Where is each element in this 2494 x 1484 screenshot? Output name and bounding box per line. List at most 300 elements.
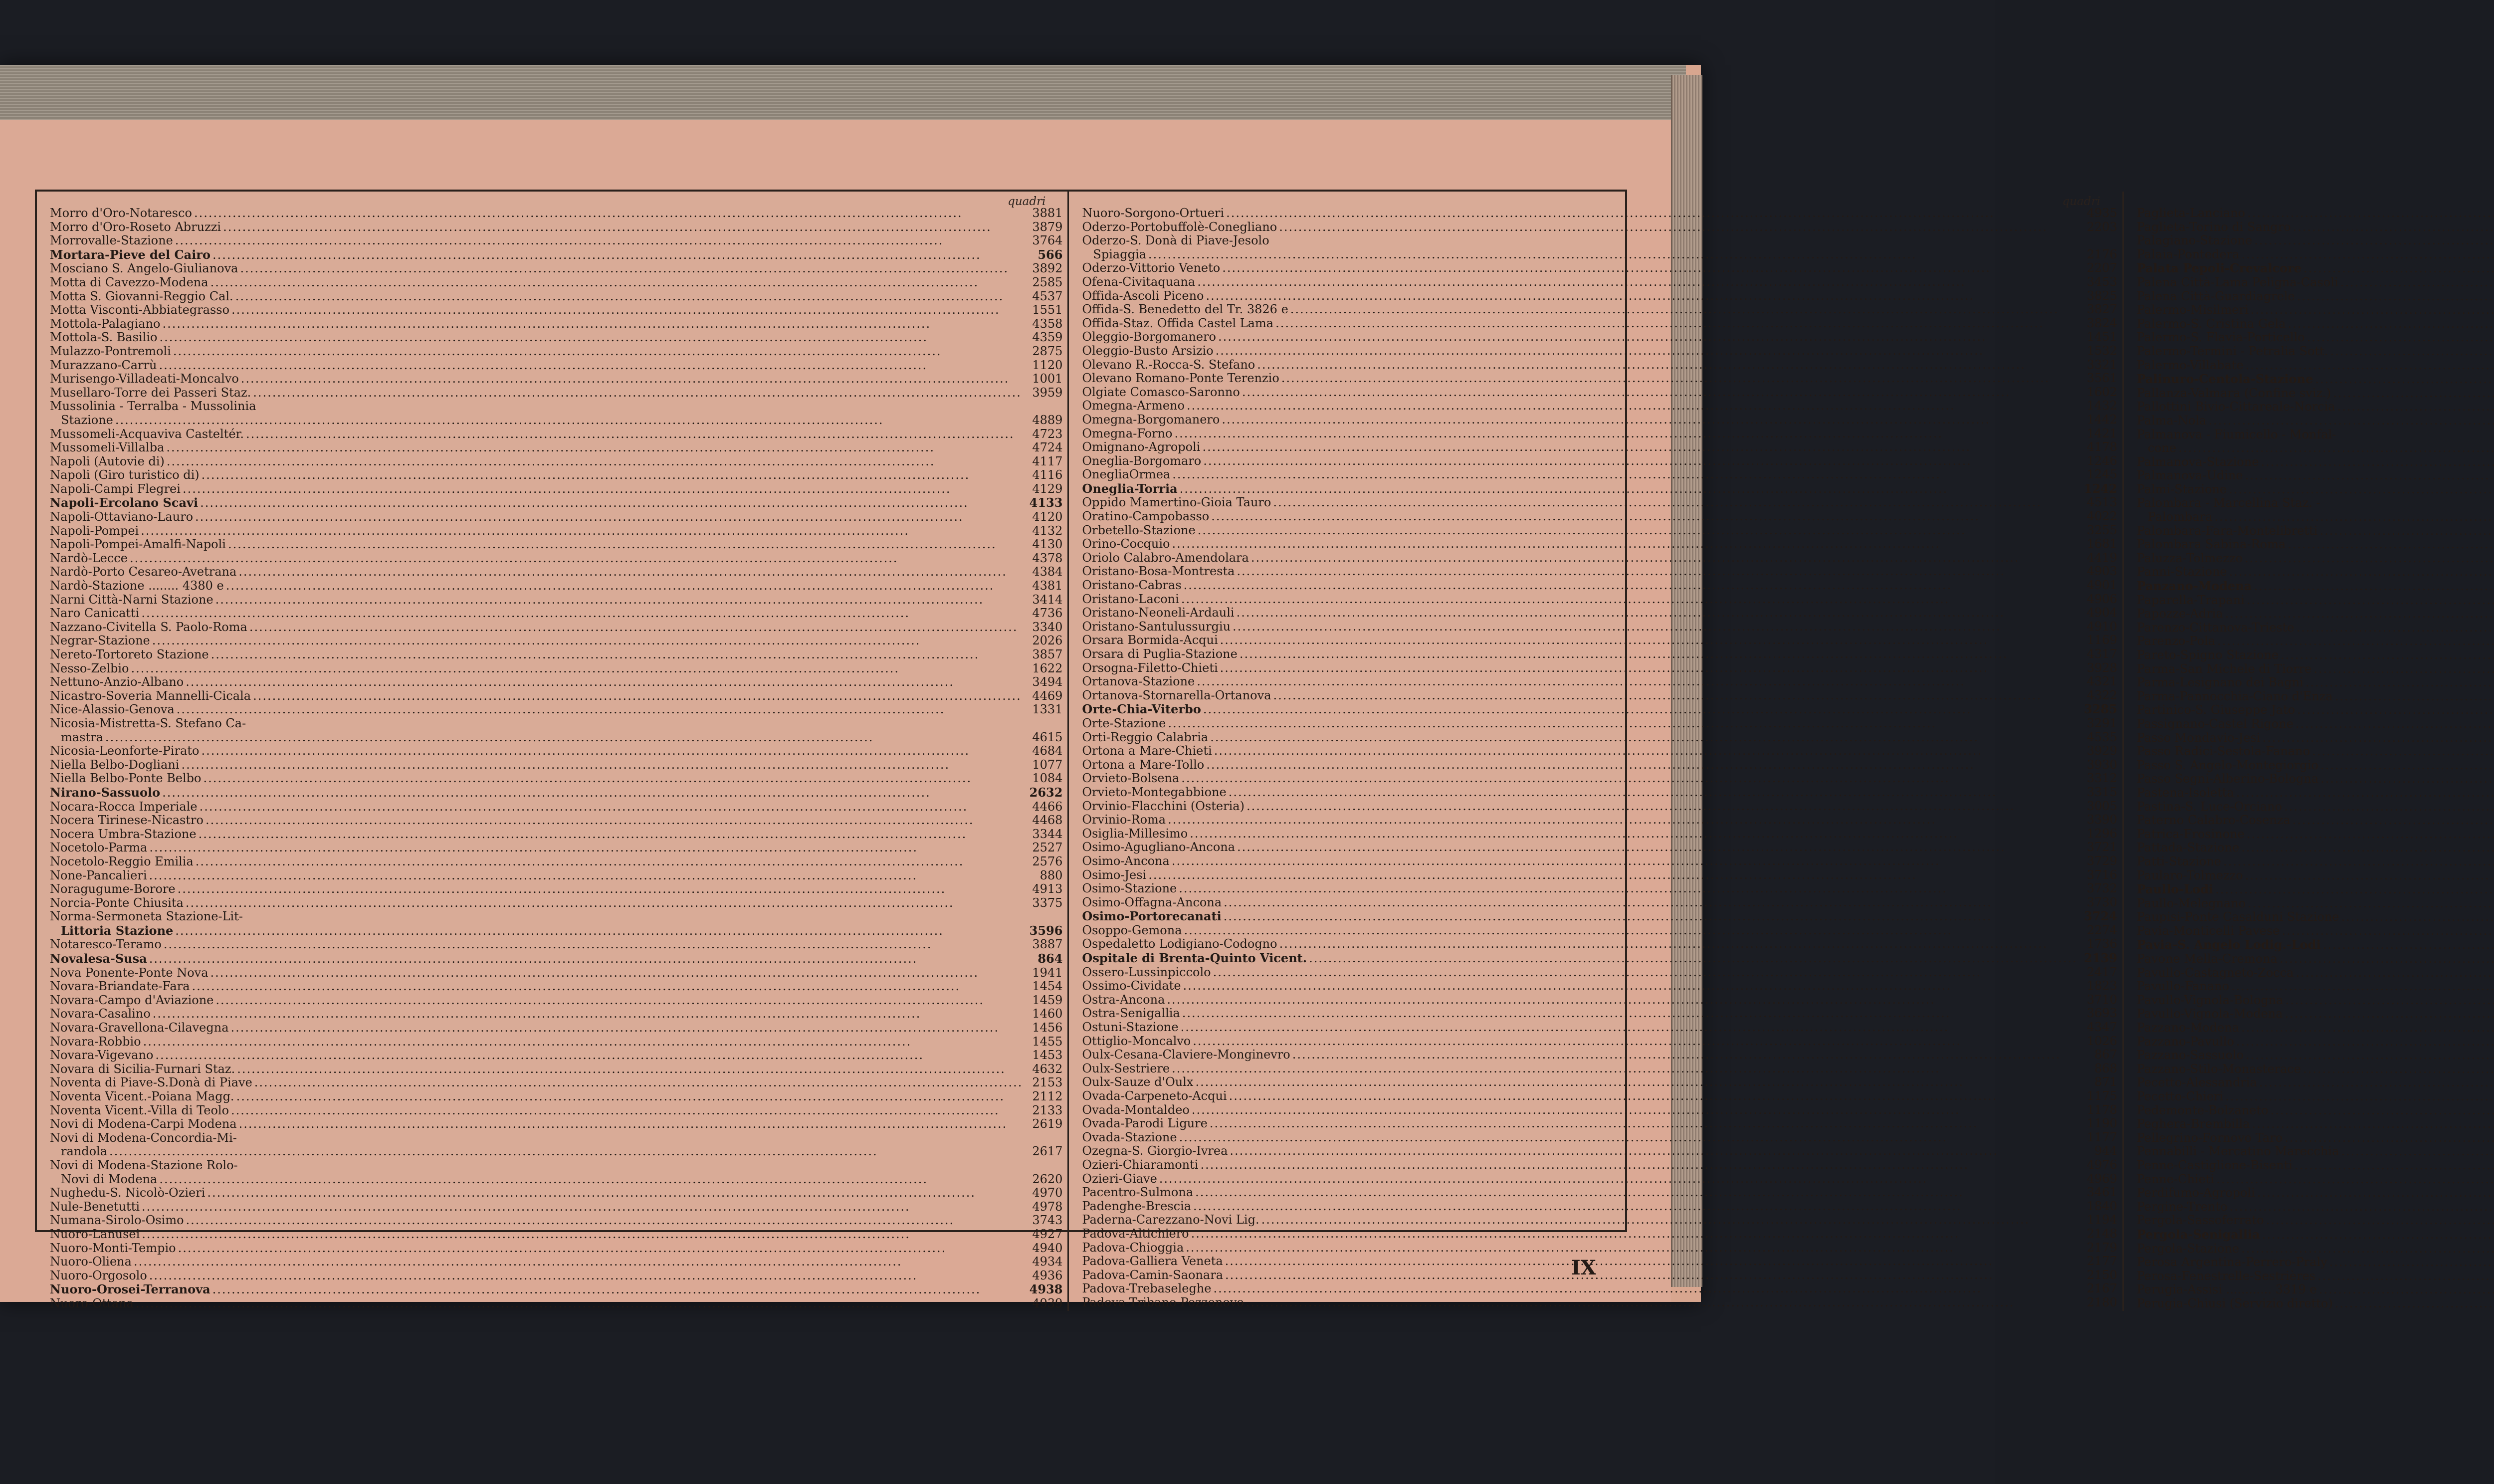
dot-leader: [2245, 869, 2494, 883]
entry-table-number: 4936: [1032, 1268, 1063, 1282]
dot-leader: [1224, 910, 2078, 924]
entry-route-name: Napoli (Autovie di): [50, 454, 165, 468]
entry-table-number: 3764: [1032, 233, 1063, 248]
entry-route-name: Padova-Galliera Veneta: [1082, 1254, 1223, 1269]
index-entry: [1082, 1075, 2117, 1089]
entry-table-number: 3321: [2086, 357, 2117, 372]
index-entry: [2137, 1283, 2494, 1297]
dot-leader: [1167, 993, 2077, 1007]
entry-table-number: 4904: [2086, 606, 2117, 620]
dot-leader: [2297, 703, 2494, 717]
entry-table-number: 4684: [1032, 744, 1063, 758]
entry-route-name: Pergola-Senigallia: [2136, 1227, 2260, 1242]
index-entry: [2137, 676, 2494, 690]
dot-leader: [204, 772, 1023, 786]
dot-leader: [2259, 1076, 2494, 1090]
index-entry: [2137, 703, 2494, 717]
entry-table-number: 944: [2094, 1144, 2117, 1158]
entry-route-name: Orsara Bormida-Acqui: [1082, 633, 1218, 647]
dot-leader: [1203, 454, 2077, 468]
dot-leader: [211, 648, 1023, 662]
entry-route-name: Penne-Chieti: [2136, 1172, 2215, 1186]
entry-table-number: 2617: [1032, 1144, 1063, 1159]
index-entry: [50, 1007, 1062, 1021]
entry-route-name: Offida-Ascoli Piceno: [1082, 288, 1204, 303]
entry-route-name: Pedemonte-Bolzaneto: [2136, 1103, 2269, 1117]
entry-route-name: Parma-Lesignano dei Bagni: [2136, 675, 2303, 690]
index-entry: [1082, 482, 2117, 496]
dot-leader: [109, 1145, 1023, 1159]
entry-route-name: Oleggio-Busto Arsizio: [1082, 343, 1214, 358]
entry-route-name: Ortona a Mare-Chieti: [1082, 744, 1212, 758]
dot-leader: [175, 924, 1023, 938]
index-entry: [2137, 1104, 2494, 1118]
dot-leader: [1202, 440, 2077, 454]
index-entry: [1082, 413, 2117, 427]
index-entry: [2137, 483, 2494, 497]
index-entry: [2137, 952, 2494, 966]
index-entry: [50, 593, 1062, 607]
entry-route-name: Ossero-Lussinpiccolo: [1082, 965, 1211, 979]
entry-route-name: Palma-Nola: [2136, 413, 2207, 427]
entry-table-number: 3879: [1032, 219, 1063, 234]
dot-leader: [1191, 1227, 2078, 1241]
entry-table-number: 1823: [2086, 979, 2117, 993]
index-entry: [1082, 1200, 2117, 1214]
dot-leader: [2294, 1159, 2494, 1173]
index-entry: [1082, 966, 2117, 980]
index-entry: [1082, 207, 2117, 220]
entry-route-name: Padova-Tribano-Pozzonovo: [1082, 1295, 1244, 1309]
entry-table-number: 2153: [1032, 1075, 1063, 1090]
dot-leader: [2315, 373, 2494, 387]
entry-route-name: Pergola-Stazione: [2136, 1241, 2240, 1256]
index-entry: [1082, 1186, 2117, 1200]
index-entry: [2137, 1090, 2494, 1104]
dot-leader: [162, 317, 1023, 331]
dot-leader: [2286, 994, 2494, 1008]
entry-route-name: Padova-Altichiero: [1082, 1226, 1189, 1241]
entry-route-name: Orsara di Puglia-Stazione: [1082, 647, 1238, 661]
index-entry: [50, 869, 1062, 883]
entry-route-name: Ostuni-Stazione: [1082, 1020, 1179, 1035]
index-entry: [2137, 220, 2494, 234]
entry-table-number: 4178: [2086, 440, 2117, 454]
entry-route-name: Nesso-Zelbio: [50, 661, 129, 675]
index-entry: [1082, 1241, 2117, 1255]
index-entry: [1082, 854, 2117, 868]
entry-route-name: Palermo-S. Flavia-Porticello: [2136, 330, 2305, 345]
entry-route-name: Ozieri-Chiaramonti: [1082, 1157, 1199, 1172]
index-entry: [2137, 372, 2494, 387]
index-entry: [2137, 662, 2494, 676]
entry-route-name: Pazzano-Modena: [2136, 1021, 2240, 1035]
entry-table-number: 1840: [2086, 1199, 2117, 1213]
index-entry: [2137, 690, 2494, 704]
index-entry: [50, 758, 1062, 772]
index-entry: [50, 634, 1062, 648]
index-entry: [1082, 1269, 2117, 1282]
index-entry: [1082, 1103, 2117, 1117]
index-entry: [2137, 717, 2494, 731]
entry-table-number: 4129: [1032, 481, 1063, 496]
index-entry: [2137, 261, 2494, 276]
entry-route-name: Patrica-Frosinone: [2136, 827, 2245, 841]
index-entry: [50, 1049, 1062, 1062]
entry-route-name: Parma-San Michele di Tiorre: [2136, 661, 2312, 676]
index-entry: [1082, 896, 2117, 910]
dot-leader: [2285, 1007, 2494, 1021]
dot-leader: [105, 731, 1023, 745]
entry-route-name: Napoli-Ottaviano-Lauro: [50, 510, 194, 524]
index-entry: [50, 1021, 1062, 1035]
index-entry: [1082, 1296, 2117, 1310]
entry-table-number: 3005: [2086, 799, 2117, 813]
index-entry: [50, 427, 1062, 441]
index-entry: [1082, 1089, 2117, 1103]
entry-route-name: Niella Belbo-Ponte Belbo: [50, 771, 202, 786]
index-entry: [1082, 1144, 2117, 1158]
entry-table-number: 2139: [2083, 951, 2117, 966]
dot-leader: [194, 207, 1023, 220]
index-entry: [50, 1173, 1062, 1187]
entry-route-name: Nicosia-Leonforte-Pirato: [50, 744, 200, 758]
dot-leader: [254, 1076, 1023, 1090]
entry-route-name: Nereto-Tortoreto Stazione: [50, 647, 209, 661]
entry-table-number: 4969: [2086, 1171, 2117, 1186]
dot-leader: [1237, 565, 2077, 579]
entry-table-number: 4978: [1032, 1199, 1063, 1214]
entry-route-name: Osoppo-Gemona: [1082, 923, 1182, 937]
dot-leader: [2293, 220, 2494, 234]
dot-leader: [130, 552, 1023, 566]
dot-leader: [2178, 441, 2494, 455]
entry-table-number: 1532: [2086, 343, 2117, 358]
entry-route-name: Novara-Casalino: [50, 1007, 151, 1021]
index-entry: [1082, 661, 2117, 675]
entry-table-number: 4381: [1032, 579, 1063, 593]
column-header: quadri: [2062, 195, 2100, 208]
index-entry: [2137, 565, 2494, 579]
index-entry: [2137, 828, 2494, 842]
index-entry: [50, 675, 1062, 689]
dot-leader: [166, 441, 1023, 455]
index-column-1: [37, 192, 1069, 1311]
dot-leader: [1210, 1117, 2078, 1131]
entry-table-number: 2179: [2086, 1240, 2117, 1255]
entry-table-number: 2133: [1032, 1103, 1063, 1117]
entry-route-name: Pergine-Trento: [2136, 1199, 2228, 1214]
dot-leader: [2241, 248, 2494, 262]
dot-leader: [2230, 1200, 2494, 1214]
entry-route-name: Passo S. Angelo-Montegiorgio: [2136, 758, 2319, 772]
index-entry: [2137, 759, 2494, 773]
entry-route-name: Palena Città-Guardiagrele: [2136, 289, 2295, 303]
index-entry: [2137, 621, 2494, 635]
dot-leader: [231, 1104, 1023, 1118]
entry-table-number: 1194: [2086, 1213, 2117, 1227]
index-entry: [50, 689, 1062, 703]
dot-leader: [1292, 1048, 2078, 1062]
index-entry: [50, 1242, 1062, 1256]
dot-leader: [1182, 1007, 2078, 1021]
dot-leader: [1203, 703, 2078, 717]
entry-table-number: 2203: [2086, 219, 2117, 234]
entry-table-number: 867: [2094, 1048, 2117, 1062]
entry-route-name: Nicosia-Mistretta-S. Stefano Ca-: [50, 716, 246, 730]
index-entry: [50, 938, 1062, 952]
index-entry: [1082, 330, 2117, 344]
dot-leader: [1206, 289, 2078, 303]
dot-leader: [212, 248, 1023, 262]
index-entry: [1082, 303, 2117, 317]
page-number: IX: [1571, 1256, 1596, 1279]
index-entry: [2137, 594, 2494, 608]
dot-leader: [1179, 882, 2077, 896]
dot-leader: [1211, 510, 2077, 524]
dot-leader: [238, 565, 1023, 579]
index-entry: [2137, 1007, 2494, 1021]
entry-route-name: Palombara: [2147, 510, 2213, 524]
dot-leader: [2337, 400, 2494, 414]
entry-route-name: Palmanova-Stazione: [2136, 454, 2259, 469]
dot-leader: [1172, 854, 2078, 868]
entry-route-name: Nocetolo-Parma: [50, 841, 148, 855]
entry-route-name: Oulx-Cesana-Claviere-Monginevro: [1082, 1048, 1290, 1062]
entry-table-number: 4466: [1032, 799, 1063, 814]
entry-route-name: Napoli-Ercolano Scavi: [50, 495, 199, 510]
dot-leader: [2285, 1131, 2494, 1145]
index-entry: [2137, 552, 2494, 566]
index-entry: [1082, 772, 2117, 786]
dot-leader: [2341, 1145, 2494, 1159]
entry-route-name: Nocetolo-Reggio Emilia: [50, 854, 194, 868]
index-entry: [50, 400, 1062, 414]
index-entry: [50, 524, 1062, 538]
entry-route-name: Palinuro-Centola-Stazione: [2136, 372, 2313, 387]
dot-leader: [2312, 745, 2494, 759]
entry-table-number: 1681: [2086, 537, 2117, 551]
dot-leader: [1281, 372, 2078, 386]
index-entry: [50, 538, 1062, 552]
dot-leader: [2307, 331, 2494, 345]
entry-route-name: Oulx-Sestriere: [1082, 1061, 1170, 1075]
entry-table-number: 1190: [2086, 1116, 2117, 1131]
index-entry: [1082, 689, 2117, 703]
index-entry: [50, 482, 1062, 496]
entry-route-name: Nule-Benetutti: [50, 1199, 140, 1214]
entry-route-name: Mottola-Palagiano: [50, 316, 161, 331]
dot-leader: [215, 994, 1023, 1008]
index-entry: [50, 717, 1062, 731]
entry-route-name: Nuoro-Oliena: [50, 1255, 132, 1269]
entry-table-number: 4469: [1032, 688, 1063, 703]
index-entry: [2137, 938, 2494, 952]
index-entry: [2137, 924, 2494, 938]
entry-route-name: Offida-S. Benedetto del Tr. 3826 e: [1082, 302, 1288, 317]
entry-route-name: Padova-Camin-Saonara: [1082, 1268, 1224, 1282]
dot-leader: [2335, 1297, 2494, 1311]
dot-leader: [2257, 1186, 2494, 1200]
dot-leader: [159, 359, 1023, 373]
index-entry: [2137, 1049, 2494, 1062]
dot-leader: [2319, 1283, 2494, 1297]
entry-table-number: 4632: [1032, 1061, 1063, 1076]
entry-route-name: Ofena-Civitaquana: [1082, 274, 1196, 289]
dot-leader: [2247, 594, 2494, 608]
index-entry: [50, 855, 1062, 869]
index-entry: [1082, 440, 2117, 454]
entry-route-name: Musellaro-Torre dei Passeri Staz.: [50, 385, 251, 400]
entry-table-number: 4384: [1032, 565, 1063, 579]
dot-leader: [1168, 717, 2077, 731]
entry-route-name: Palombara Sabina-Roma: [2136, 537, 2286, 552]
index-entry: [2137, 1270, 2494, 1283]
dot-leader: [142, 1200, 1023, 1214]
entry-route-name: Negrar-Stazione: [50, 634, 150, 648]
entry-route-name: Oristano-Laconi: [1082, 592, 1179, 606]
index-entry: [50, 952, 1062, 966]
index-entry: [2137, 869, 2494, 883]
dot-leader: [159, 331, 1023, 345]
index-entry: [2137, 607, 2494, 621]
dot-leader: [2296, 621, 2494, 635]
entry-route-name: Novara-Briandate-Fara: [50, 979, 190, 994]
entry-route-name: Palaia-Pontedera: [2136, 247, 2240, 261]
index-entry: [1082, 1062, 2117, 1076]
entry-route-name: mastra: [61, 730, 103, 744]
index-entry: [2137, 1200, 2494, 1214]
index-entry: [2137, 855, 2494, 869]
entry-route-name: Olgiate Comasco-Saronno: [1082, 385, 1240, 399]
entry-route-name: Stazione: [61, 413, 113, 427]
index-entry: [2137, 387, 2494, 401]
entry-table-number: 2632: [1029, 785, 1063, 800]
index-entry: [2137, 428, 2494, 442]
index-entry: [50, 1186, 1062, 1200]
dot-leader: [1214, 1282, 2078, 1296]
entry-route-name: Osimo-Portorecanati: [1082, 909, 1222, 924]
index-entry: [1082, 1131, 2117, 1145]
index-entry: [2137, 1131, 2494, 1145]
entry-route-name: Morro d'Oro-Notaresco: [50, 206, 192, 220]
dot-leader: [181, 758, 1023, 772]
dot-leader: [2236, 786, 2494, 800]
dot-leader: [2295, 717, 2494, 731]
index-entry: [2137, 441, 2494, 455]
dot-leader: [142, 1228, 1023, 1242]
entry-table-number: 4615: [1032, 730, 1063, 744]
dot-leader: [1229, 786, 2078, 800]
dot-leader: [2317, 1270, 2494, 1283]
entry-table-number: 3824: [2086, 316, 2117, 330]
dot-leader: [2305, 676, 2494, 690]
index-entry: [50, 414, 1062, 427]
entry-table-number: 3315: [2086, 785, 2117, 799]
index-entry: [2137, 1145, 2494, 1159]
entry-route-name: Parma-Pannocchia-Ciano d'Enza: [2136, 689, 2333, 703]
dot-leader: [1148, 248, 2078, 262]
index-entry: [50, 552, 1062, 566]
index-entry: [50, 1282, 1062, 1297]
index-entry: [50, 980, 1062, 994]
index-entry: [1082, 717, 2117, 731]
dot-leader: [223, 220, 1023, 234]
dot-leader: [1184, 579, 2078, 593]
dot-leader: [134, 1255, 1023, 1269]
dot-leader: [1210, 731, 2077, 745]
entry-route-name: Oneglia-Borgomaro: [1082, 453, 1202, 468]
dot-leader: [1279, 937, 2078, 951]
entry-route-name: Osimo-Agugliano-Ancona: [1082, 840, 1236, 854]
dot-leader: [2282, 924, 2494, 938]
dot-leader: [1195, 1186, 2078, 1200]
entry-route-name: Novara-Gravellona-Cilavegna: [50, 1021, 229, 1035]
entry-route-name: Pavone Mella-Cremona: [2136, 952, 2278, 966]
dot-leader: [196, 855, 1023, 869]
dot-leader: [167, 455, 1023, 469]
dot-leader: [1240, 647, 2078, 661]
index-entry: [1082, 1255, 2117, 1269]
entry-table-number: 3892: [1032, 261, 1063, 276]
entry-route-name: Ovada-Carpeneto-Acqui: [1082, 1089, 1227, 1103]
entry-route-name: Palmanova - Fiumicello - Monfal-: [2136, 427, 2336, 441]
index-entry: [2137, 1076, 2494, 1090]
entry-route-name: Ostra-Ancona: [1082, 992, 1165, 1007]
entry-route-name: Nocara-Rocca Imperiale: [50, 799, 198, 814]
index-entry: [50, 924, 1062, 938]
entry-table-number: 3887: [1032, 937, 1063, 952]
dot-leader: [1172, 537, 2077, 551]
entry-route-name: Napoli-Campi Flegrei: [50, 481, 181, 496]
entry-route-name: Motta Visconti-Abbiategrasso: [50, 303, 230, 317]
index-entry: [50, 1159, 1062, 1173]
dot-leader: [131, 662, 1023, 676]
entry-route-name: OnegliaOrmea: [1082, 467, 1171, 482]
dot-leader: [2292, 814, 2494, 828]
entry-route-name: Oderzo-Portobuffolè-Conegliano: [1082, 219, 1277, 234]
dot-leader: [215, 593, 1023, 607]
dot-leader: [2271, 1104, 2494, 1118]
entry-route-name: Orti-Reggio Calabria: [1082, 730, 1209, 744]
entry-table-number: 4976: [2086, 1157, 2117, 1172]
index-entry: [50, 345, 1062, 359]
index-entry: [50, 662, 1062, 676]
index-entry: [50, 386, 1062, 400]
index-entry: [1082, 248, 2117, 262]
entry-route-name: Orsogna-Filetto-Chieti: [1082, 660, 1218, 675]
entry-route-name: Nuoro-Orgosolo: [50, 1268, 147, 1282]
dot-leader: [2340, 276, 2494, 290]
entry-route-name: Pavullo-Vignola-Modena: [2136, 1007, 2283, 1021]
entry-table-number: 868: [2094, 1061, 2117, 1075]
dot-leader: [2281, 648, 2494, 662]
index-entry: [2137, 331, 2494, 345]
entry-table-number: 2417: [2086, 965, 2117, 979]
entry-route-name: Palata Pepoli-Crevalcore: [2136, 261, 2302, 276]
dot-leader: [2296, 966, 2494, 980]
index-entry: [50, 1214, 1062, 1228]
index-entry: [50, 772, 1062, 786]
dot-leader: [143, 1035, 1023, 1049]
entry-route-name: Paglieta-Torino di Sangro: [2136, 219, 2291, 234]
entry-route-name: Napoli-Pompei: [50, 523, 139, 538]
entry-table-number: 4940: [1032, 1241, 1063, 1255]
entry-route-name: Novara di Sicilia-Furnari Staz.: [50, 1061, 235, 1076]
column-header: quadri: [1008, 195, 1046, 208]
entry-route-name: Pavullo-Vignola-Bologna: [2136, 993, 2284, 1007]
dot-leader: [2246, 359, 2494, 373]
